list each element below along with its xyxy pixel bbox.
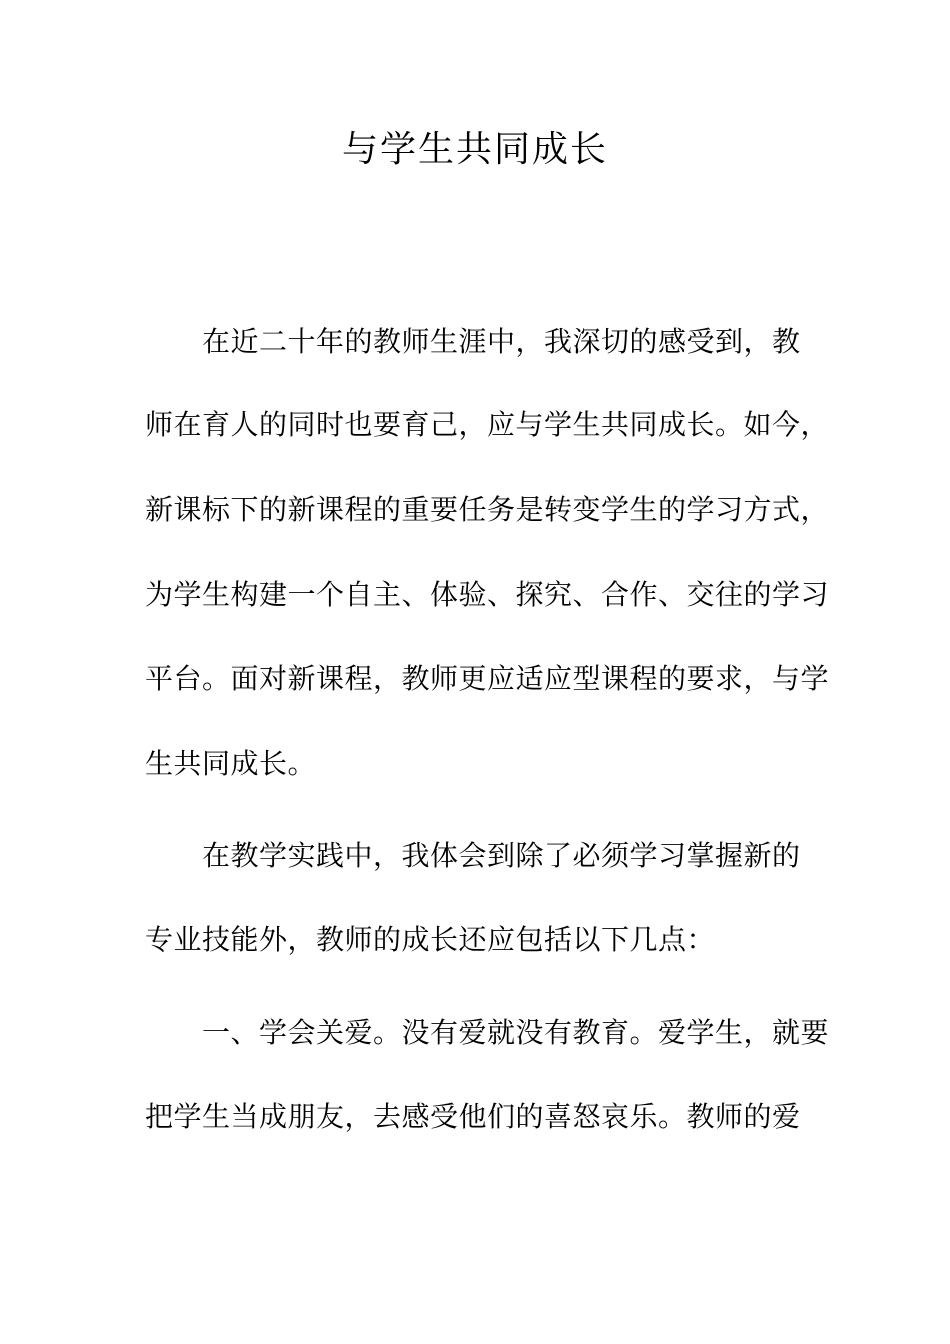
paragraph-line: 平台。面对新课程，教师更应适应型课程的要求，与学 — [145, 662, 830, 695]
paragraph-line: 生共同成长。 — [145, 747, 317, 780]
paragraph-line: 专业技能外，教师的成长还应包括以下几点： — [145, 923, 716, 956]
paragraph-line: 把学生当成朋友，去感受他们的喜怒哀乐。教师的爱 — [145, 1100, 801, 1133]
paragraph-line: 新课标下的新课程的重要任务是转变学生的学习方式， — [145, 493, 830, 526]
paragraph-line: 一、学会关爱。没有爱就没有教育。爱学生，就要 — [202, 1016, 830, 1049]
paragraph-line: 师在育人的同时也要育己，应与学生共同成长。如今， — [145, 408, 830, 441]
document-title: 与学生共同成长 — [341, 129, 608, 170]
paragraph-line: 在近二十年的教师生涯中，我深切的感受到，教 — [202, 325, 801, 358]
paragraph-line: 为学生构建一个自主、体验、探究、合作、交往的学习 — [145, 578, 830, 611]
paragraph-line: 在教学实践中，我体会到除了必须学习掌握新的 — [202, 839, 801, 872]
